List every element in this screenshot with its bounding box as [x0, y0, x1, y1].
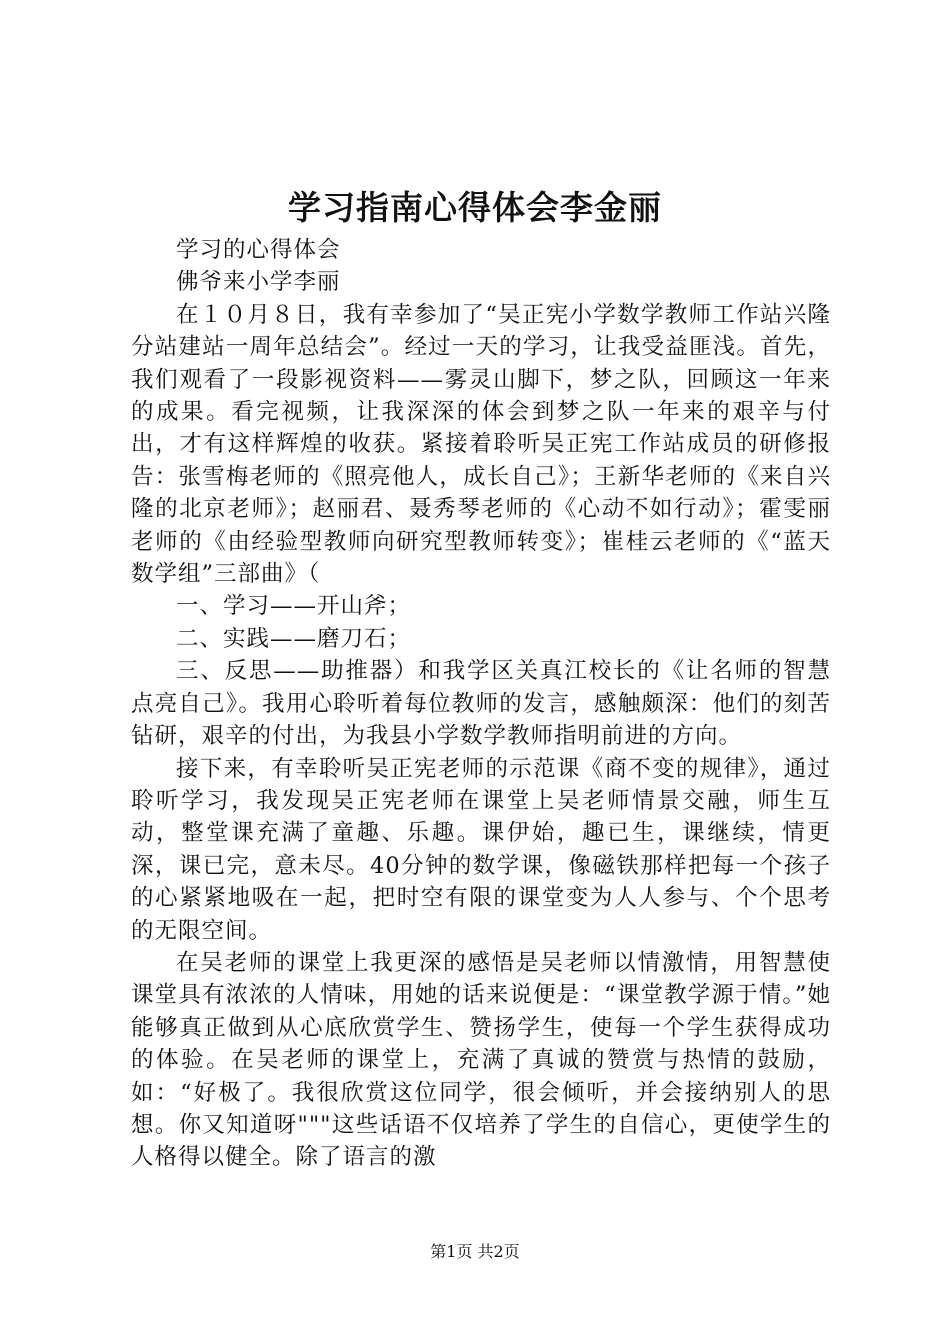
paragraph-list-item: 二、实践——磨刀石； — [176, 625, 412, 652]
paragraph-body: 接下来，有幸聆听吴正宪老师的示范课《商不变的规律》，通过聆听学习，我发现吴正宪老师在课堂上吴老师情景交融，师生互动，整堂课充满了童趣、乐趣。课伊始，趣已生，课继续，情更深，课已完，意未尽。40分钟的数学课，像磁铁那样把每一个孩子的心紧紧地吸在一起，把时空有限的课堂变为人人参与、个个思考的无限空间。 — [131, 755, 831, 944]
document-title: 学习指南心得体会李金丽 — [288, 188, 662, 227]
paragraph-body: 在吴老师的课堂上我更深的感悟是吴老师以情激情，用智慧使课堂具有浓浓的人情味，用她的话来说便是：“课堂教学源于情。”她能够真正做到从心底欣赏学生、赞扬学生，使每一个学生获得成功的体验。在吴老师的课堂上，充满了真诚的赞赏与热情的鼓励，如：“好极了。我很欣赏这位同学，很会倾听，并会接纳别人的思想。你又知道呀"""这些话语不仅培养了学生的自信心，更使学生的人格得以健全。除了语言的激 — [131, 949, 831, 1171]
paragraph-author: 佛爷来小学李丽 — [176, 269, 341, 296]
document-body — [131, 234, 831, 1174]
paragraph-subtitle: 学习的心得体会 — [176, 237, 341, 263]
paragraph-body: 三、反思——助推器）和我学区关真江校长的《让名师的智慧点亮自己》。我用心聆听着每位教师的发言，感触颇深：他们的刻苦钻研，艰辛的付出，为我县小学数学教师指明前进的方向。 — [131, 658, 831, 750]
paragraph-body: 在１０月８日，我有幸参加了“吴正宪小学数学教师工作站兴隆分站建站一周年总结会”。经过一天的学习，让我受益匪浅。首先，我们观看了一段影视资料——雾灵山脚下，梦之队，回顾这一年来的成果。看完视频，让我深深的体会到梦之队一年来的艰辛与付出，才有这样辉煌的收获。紧接着聆听吴正宪工作站成员的研修报告：张雪梅老师的《照亮他人，成长自己》；王新华老师的《来自兴隆的北京老师》；赵丽君、聂秀琴老师的《心动不如行动》；霍雯丽老师的《由经验型教师向研究型教师转变》；崔桂云老师的《“蓝天数学组”三部曲》（ — [131, 301, 831, 588]
page-footer: 第1页 共2页 — [430, 1242, 520, 1261]
paragraph-list-item: 一、学习——开山斧； — [176, 593, 412, 620]
